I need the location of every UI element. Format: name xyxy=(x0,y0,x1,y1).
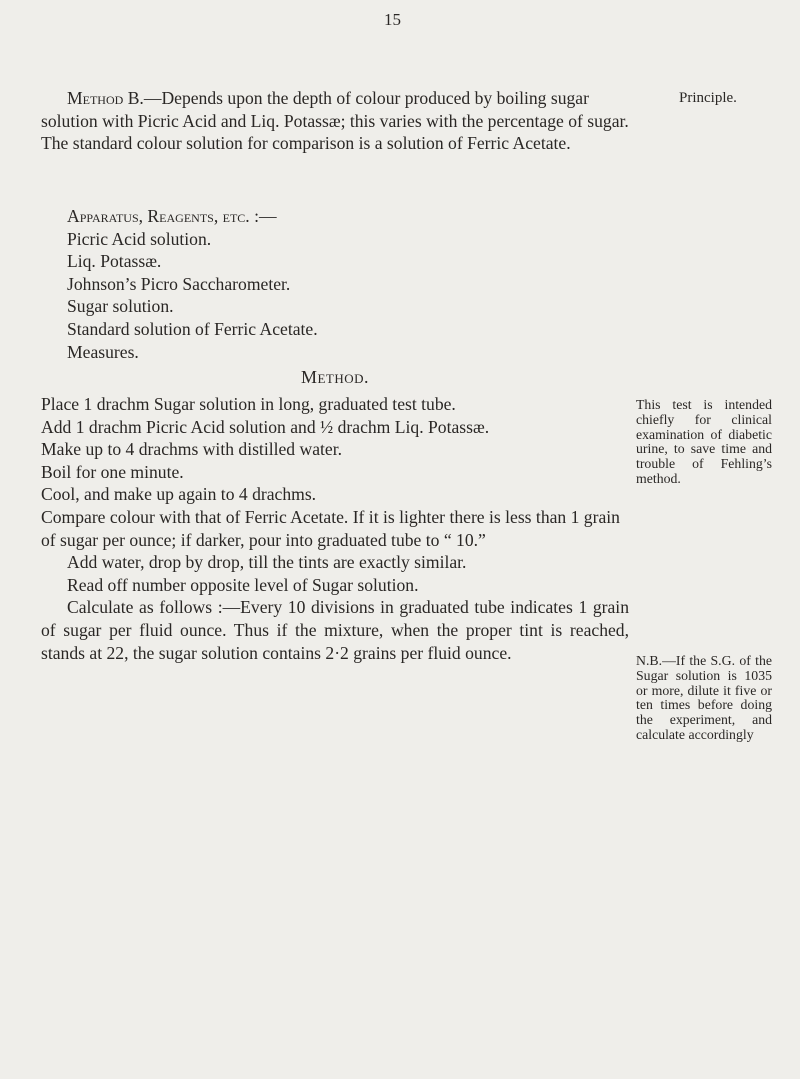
apparatus-item: Picric Acid solution. xyxy=(67,228,212,249)
apparatus-item: Johnson’s Picro Saccharometer. xyxy=(67,273,291,294)
method-b-label: Method B. xyxy=(67,88,144,108)
apparatus-item: Liq. Potassæ. xyxy=(67,251,162,272)
method-step: Boil for one minute. xyxy=(41,461,184,482)
method-b-text xyxy=(41,87,629,155)
page-number: 15 xyxy=(384,10,401,29)
method-add-water: Add water, drop by drop, till the tints are exactly similar. xyxy=(67,552,467,573)
method-calculate: Calculate as follows :—Every 10 divisions in graduated tube indicates 1 grain of sugar per fluid ounce. Thus if the mixture, when the proper tint is reached, stands at 22, the sugar solution contains 2·2 grains per fluid ounce. xyxy=(41,597,629,663)
apparatus-heading: Apparatus, Reagents, etc. :— xyxy=(67,206,277,226)
method-compare: Compare colour with that of Ferric Acetate. If it is lighter there is less than 1 grain of sugar per ounce; if darker, pour into graduated tube to “ 10.” xyxy=(41,506,620,550)
method-steps xyxy=(41,393,629,664)
method-b-paragraph xyxy=(41,87,629,155)
method-step: Place 1 drachm Sugar solution in long, graduated test tube. xyxy=(41,394,456,414)
margin-note-nb: N.B.—If the S.G. of the Sugar solution is 1035 or more, dilute it five or ten times before doing the experiment, and calculate accordingly xyxy=(636,653,772,742)
method-b-body: —Depends upon the depth of colour produced by boiling sugar solution with Picric Acid and Liq. Potassæ; this varies with the percentage of sugar. The standard colour solution for comparison is a solution of Ferric Acetate. xyxy=(41,88,629,154)
apparatus-section xyxy=(41,205,629,363)
method-heading: Method. xyxy=(300,367,370,387)
apparatus-item: Measures. xyxy=(67,341,139,362)
method-step: Make up to 4 drachms with distilled water. xyxy=(41,439,342,460)
method-read-off: Read off number opposite level of Sugar solution. xyxy=(67,574,419,595)
margin-note-principle: Principle. xyxy=(679,90,737,106)
apparatus-item: Standard solution of Ferric Acetate. xyxy=(67,318,318,339)
method-step: Cool, and make up again to 4 drachms. xyxy=(41,484,317,505)
method-section xyxy=(41,366,629,389)
apparatus-item: Sugar solution. xyxy=(67,296,174,317)
margin-note-test: This test is intended chiefly for clinical examination of diabetic urine, to save time and trouble of Fehling’s method. xyxy=(636,397,772,486)
method-step: Add 1 drachm Picric Acid solution and ½ drachm Liq. Potassæ. xyxy=(41,416,490,437)
